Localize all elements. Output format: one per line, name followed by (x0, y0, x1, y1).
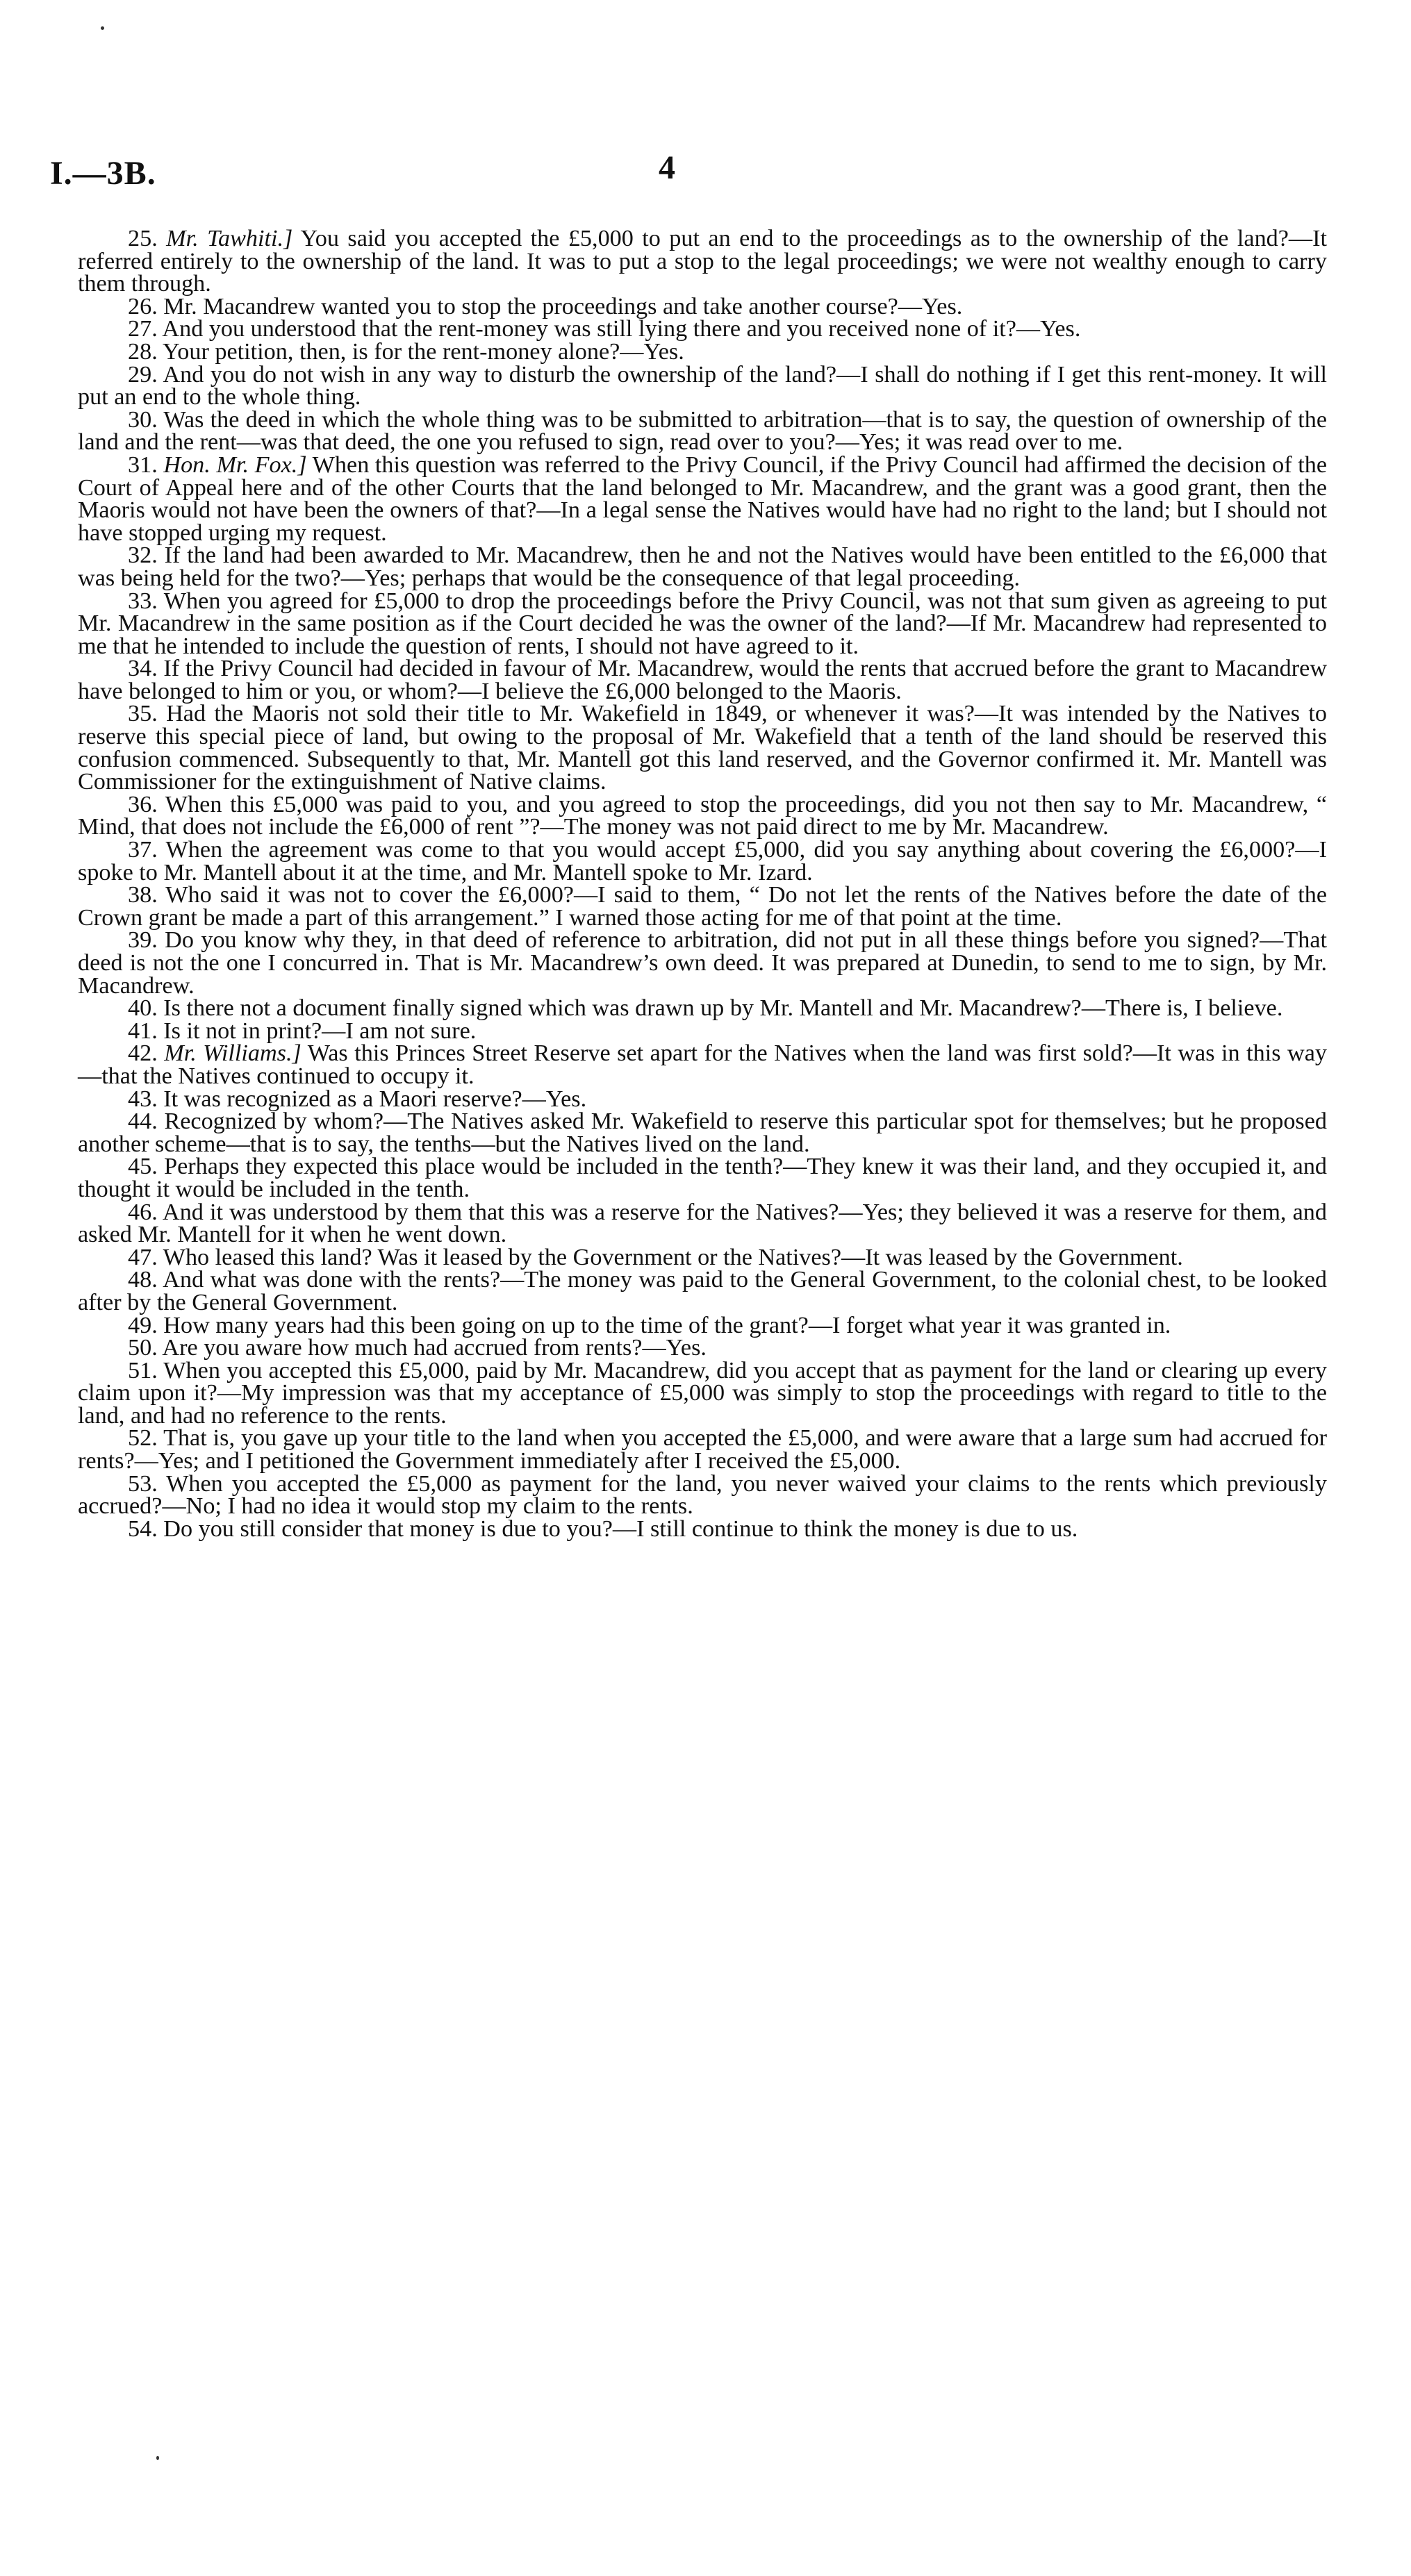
question-answer-text: That is, you gave up your title to the land when you accepted the £5,000, and were aware that a large sum had accrued for rents?—Yes; and I petitioned the Government immediately after I received the £5,000. (78, 1425, 1327, 1474)
question-paragraph (78, 1357, 1327, 1429)
question-number: 35. (128, 701, 158, 727)
question-paragraph (78, 338, 1327, 365)
question-number: 26. (128, 293, 158, 319)
question-paragraph (78, 318, 1327, 341)
question-number: 40. (128, 995, 158, 1022)
question-paragraph (78, 1042, 1327, 1088)
question-answer-text: When this £5,000 was paid to you, and you agreed to stop the proceedings, did you not then say to Mr. Macandrew, “ Mind, that does not include the £6,000 of rent ”?—The money was not paid direct to me by Mr. Macandrew. (78, 791, 1327, 840)
question-answer-text: When you accepted the £5,000 as payment for the land, you never waived your claims to the rents which previously accrued?—No; I had no idea it would stop my claim to the rents. (78, 1470, 1327, 1520)
question-number: 48. (128, 1267, 158, 1293)
question-number: 45. (128, 1154, 158, 1180)
question-number: 32. (128, 542, 158, 569)
speaker-name: Hon. Mr. Fox.] (163, 451, 307, 478)
question-answer-text: Who said it was not to cover the £6,000?—I said to them, “ Do not let the rents of the Natives before the date of the Crown grant be made a part of this arrangement.” I warned those acting for me of that point at the time. (78, 882, 1327, 931)
question-number: 43. (128, 1086, 158, 1112)
question-paragraph (78, 293, 1327, 319)
question-number: 34. (128, 656, 158, 682)
speaker-name: Mr. Tawhiti.] (166, 226, 293, 251)
question-paragraph (78, 839, 1327, 884)
question-answer-text: You said you accepted the £5,000 to put an end to the proceedings as to the ownership of the land?—It referred entirely to the ownership of the land. It was to put a stop to the legal proceedings; we were not wealthy enough to carry them through. (78, 226, 1327, 297)
testimony-body (78, 228, 1327, 1540)
question-answer-text: How many years had this been going on up to the time of the grant?—I forget what year it was granted in. (163, 1312, 1171, 1338)
question-answer-text: And you do not wish in any way to disturb the ownership of the land?—I shall do nothing if I get this rent-money. It will put an end to the whole thing. (78, 361, 1327, 410)
question-number: 30. (128, 406, 158, 433)
question-number: 39. (128, 927, 158, 954)
question-number: 53. (128, 1470, 158, 1497)
question-number: 29. (128, 361, 158, 388)
question-number: 37. (128, 837, 158, 863)
question-paragraph (78, 929, 1327, 997)
question-number: 50. (128, 1335, 158, 1361)
question-number: 33. (128, 588, 158, 614)
question-paragraph (78, 1470, 1327, 1520)
question-number: 36. (128, 791, 158, 817)
question-answer-text: If the land had been awarded to Mr. Macandrew, then he and not the Natives would have been entitled to the £6,000 that was being held for the two?—Yes; perhaps that would be the consequence of that legal proceeding. (78, 542, 1327, 591)
question-paragraph (78, 1108, 1327, 1157)
question-paragraph (78, 1017, 1327, 1044)
question-paragraph (78, 1156, 1327, 1201)
question-answer-text: Are you aware how much had accrued from rents?—Yes. (162, 1335, 707, 1361)
question-paragraph (78, 1427, 1327, 1472)
question-answer-text: And what was done with the rents?—The money was paid to the General Government, to the colonial chest, to be looked after by the General Government. (78, 1267, 1327, 1315)
question-number: 47. (128, 1244, 158, 1270)
question-paragraph (78, 791, 1327, 840)
question-number: 44. (128, 1108, 158, 1135)
question-number: 41. (128, 1017, 158, 1044)
question-answer-text: Who leased this land? Was it leased by the Government or the Natives?—It was leased by the Government. (163, 1244, 1183, 1270)
question-paragraph (78, 542, 1327, 591)
question-answer-text: Do you still consider that money is due to you?—I still continue to think the money is due to us. (163, 1515, 1078, 1542)
question-answer-text: Is it not in print?—I am not sure. (163, 1017, 477, 1044)
question-paragraph (78, 703, 1327, 793)
question-paragraph (78, 406, 1327, 456)
scan-speck (156, 2456, 159, 2460)
page-number: 4 (659, 149, 675, 186)
question-number: 49. (128, 1312, 158, 1338)
question-answer-text: When this question was referred to the Privy Council, if the Privy Council had affirmed the decision of the Court of Appeal here and of the other Courts that the land belonged to Mr. Macandrew, and the grant was a good grant, then the Maoris would not have been the owners of that?—In a legal sense the Natives would have had no right to the land; but I should not have stopped urging my request. (78, 451, 1328, 546)
question-answer-text: Was the deed in which the whole thing was to be submitted to arbitration—that is to say, the question of ownership of the land and the rent—was that deed, the one you refused to sign, read over to you?—Yes; it was read over to me. (78, 406, 1327, 456)
question-answer-text: If the Privy Council had decided in favour of Mr. Macandrew, would the rents that accrued before the grant to Macandrew have belonged to him or you, or whom?—I believe the £6,000 belonged to the Maoris. (78, 656, 1328, 704)
document-reference: I.—3B. (50, 155, 156, 192)
question-paragraph (78, 1244, 1327, 1270)
question-number: 51. (128, 1357, 158, 1383)
question-paragraph (78, 1337, 1327, 1360)
question-answer-text: When the agreement was come to that you would accept £5,000, did you say anything about covering the £6,000?—I spoke to Mr. Mantell about it at the time, and Mr. Mantell spoke to Mr. Izard. (78, 837, 1327, 886)
question-answer-text: Had the Maoris not sold their title to Mr. Wakefield in 1849, or whenever it was?—It was intended by the Natives to reserve this special piece of land, but owing to the proposal of Mr. Wakefield that a tenth of the land should be reserved this confusion commenced. Subsequently to that, Mr. Mantell got this land reserved, and the Governor confirmed it. Mr. Mantell was Commissioner for the extinguishment of Native claims. (78, 701, 1327, 795)
question-paragraph (78, 590, 1327, 658)
question-answer-text: Your petition, then, is for the rent-money alone?—Yes. (163, 338, 684, 365)
question-answer-text: And it was understood by them that this was a reserve for the Natives?—Yes; they believed it was a reserve for them, and asked Mr. Mantell for it when he went down. (78, 1199, 1327, 1248)
question-paragraph (78, 1199, 1327, 1248)
question-paragraph (78, 228, 1327, 296)
scan-speck (101, 26, 104, 30)
question-paragraph (78, 884, 1327, 929)
question-paragraph (78, 1269, 1327, 1314)
question-answer-text: And you understood that the rent-money was still lying there and you received none of it?—Yes. (162, 316, 1081, 342)
question-paragraph (78, 658, 1327, 703)
question-paragraph (78, 1515, 1327, 1542)
speaker-name: Mr. Williams.] (164, 1040, 302, 1067)
question-number: 31. (128, 451, 158, 478)
question-answer-text: Was this Princes Street Reserve set apart for the Natives when the land was first sold?—It was in this way—that the Natives continued to occupy it. (78, 1040, 1327, 1089)
question-number: 46. (128, 1199, 158, 1225)
question-paragraph (78, 1312, 1327, 1338)
question-answer-text: It was recognized as a Maori reserve?—Yes. (163, 1086, 587, 1112)
question-paragraph (78, 997, 1327, 1020)
question-number: 42. (128, 1040, 158, 1067)
question-number: 27. (128, 316, 158, 342)
question-number: 28. (128, 338, 158, 365)
question-answer-text: Recognized by whom?—The Natives asked Mr. Wakefield to reserve this particular spot for themselves; but he proposed another scheme—that is to say, the tenths—but the Natives lived on the land. (78, 1108, 1327, 1157)
question-answer-text: When you agreed for £5,000 to drop the proceedings before the Privy Council, was not that sum given as agreeing to put Mr. Macandrew in the same position as if the Court decided he was the owner of the land?—If Mr. Macandrew had represented to me that he intended to include the question of rents, I should not have agreed to it. (78, 588, 1327, 659)
question-number: 54. (128, 1515, 158, 1542)
question-answer-text: When you accepted this £5,000, paid by Mr. Macandrew, did you accept that as payment for the land or clearing up every claim upon it?—My impression was that my acceptance of £5,000 was simply to stop the proceedings with regard to title to the land, and had no reference to the rents. (78, 1357, 1327, 1429)
question-paragraph (78, 1088, 1327, 1111)
question-number: 25. (128, 226, 158, 251)
question-number: 52. (128, 1425, 158, 1452)
question-number: 38. (128, 882, 158, 908)
question-paragraph (78, 451, 1328, 546)
question-paragraph (78, 361, 1327, 410)
question-answer-text: Is there not a document finally signed which was drawn up by Mr. Mantell and Mr. Macandrew?—There is, I believe. (163, 995, 1283, 1022)
question-answer-text: Mr. Macandrew wanted you to stop the proceedings and take another course?—Yes. (163, 293, 963, 319)
question-answer-text: Do you know why they, in that deed of reference to arbitration, did not put in all these things before you signed?—That deed is not the one I concurred in. That is Mr. Macandrew’s own deed. It was prepared at Dunedin, to send to me to sign, by Mr. Macandrew. (78, 927, 1328, 999)
question-answer-text: Perhaps they expected this place would be included in the tenth?—They knew it was their land, and they occupied it, and thought it would be included in the tenth. (78, 1154, 1328, 1202)
